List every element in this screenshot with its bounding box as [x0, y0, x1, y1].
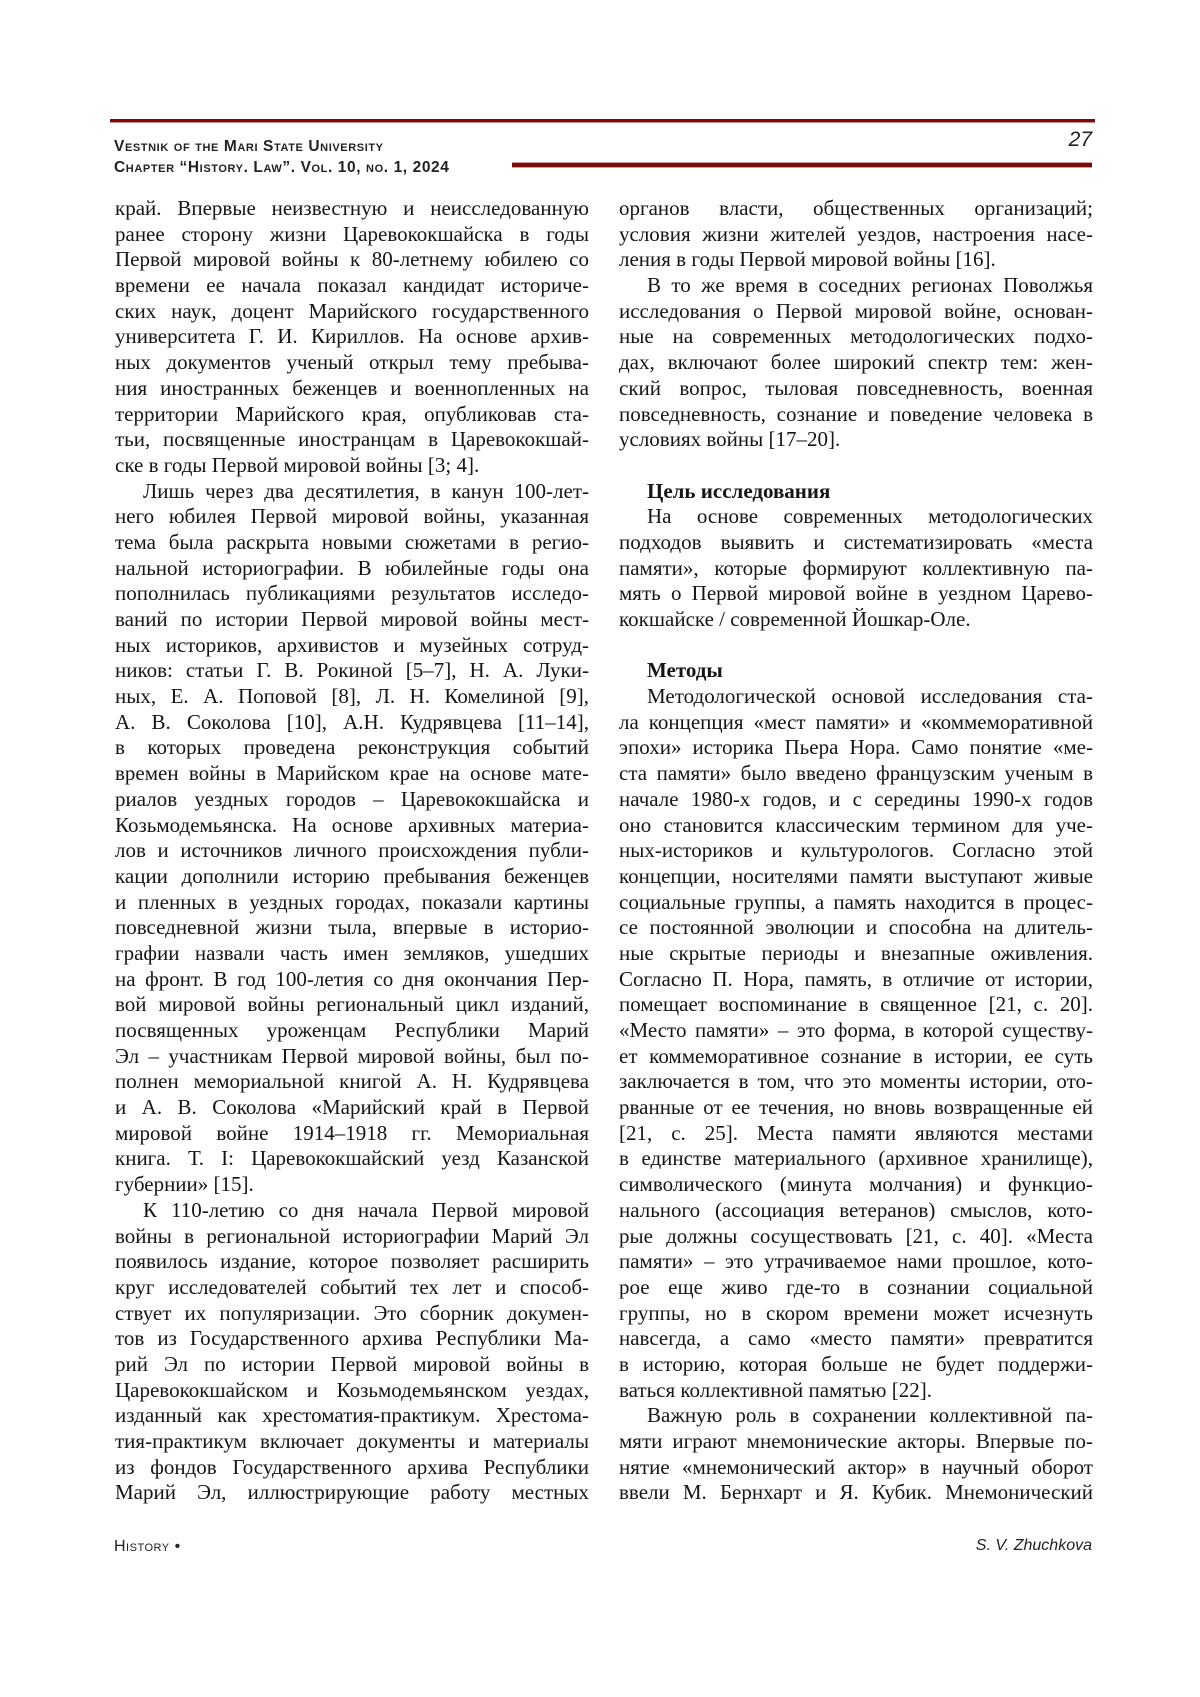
paragraph [619, 504, 1093, 632]
text-line: круг исследователей событий тех лет и способ- [115, 1274, 589, 1299]
text-line: тия-практикум включает документы и материалы [115, 1429, 589, 1453]
text-line: условия жизни жителей уездов, настроения насе- [619, 221, 1093, 246]
text-line: мировой войне 1914–1918 гг. Мемориальная [115, 1120, 589, 1145]
text-line: органов власти, общественных организаций; [619, 196, 1093, 220]
text-line: рий Эл по истории Первой мировой войны в [115, 1351, 589, 1376]
text-line: тьи, посвященные иностранцам в Царевококшай- [115, 427, 589, 452]
text-line: На основе современных методологических [647, 504, 1093, 529]
header-top-rule [110, 119, 1095, 123]
text-line: К 110-летию со дня начала Первой мировой [143, 1197, 589, 1222]
paragraph [619, 1403, 1093, 1506]
text-line: нятие «мнемонический актор» в научный оборот [619, 1454, 1093, 1479]
text-line: появилось издание, которое позволяет расширить [115, 1249, 589, 1274]
text-line: начале 1980-х годов, и с середины 1990-х годов [619, 786, 1093, 811]
blank-line [619, 453, 1093, 479]
text-line: оно становится классическим термином для уче- [619, 812, 1093, 837]
text-line: рые должны сосуществовать [21, с. 40]. «Места [619, 1223, 1093, 1248]
page-number: 27 [1068, 128, 1092, 151]
text-line: ных документов ученый открыл тему пребыва- [115, 350, 589, 375]
text-line: А. В. Соколова [10], А.Н. Кудрявцева [11–14], [115, 709, 589, 734]
text-line: навсегда, а само «место памяти» превратится [619, 1326, 1093, 1351]
text-line: Козьмодемьянска. На основе архивных материа- [115, 812, 589, 837]
left-column [115, 196, 589, 1506]
section-heading: Цель исследования [647, 478, 831, 503]
text-line: ников: статьи Г. В. Рокиной [5–7], Н. А. Луки- [115, 658, 589, 683]
text-line: ные скрытые периоды и внезапные оживления. [619, 940, 1093, 965]
text-line: помещает воспоминание в священное [21, с. 20]. [619, 992, 1093, 1017]
text-line: книга. Т. I: Царевококшайский уезд Казанской [115, 1146, 589, 1171]
text-line: повседневной жизни тыла, впервые в историо- [115, 915, 589, 940]
text-line: ввели М. Бернхарт и Я. Кубик. Мнемонический [619, 1480, 1093, 1505]
text-line: ных-историков и культурологов. Согласно этой [619, 838, 1093, 863]
text-line: посвященных уроженцам Республики Марий [115, 1018, 589, 1042]
text-line: изданный как хрестоматия-практикум. Хрестома- [115, 1403, 589, 1428]
text-line: рванные от ее течения, но вновь возвращенные ей [619, 1095, 1093, 1120]
text-line: Марий Эл, иллюстрирующие работу местных [115, 1480, 589, 1505]
text-line: тов из Государственного архива Республики Ма- [115, 1326, 589, 1351]
text-line: В то же время в соседних регионах Поволжья [647, 273, 1093, 298]
text-line: ных, Е. А. Поповой [8], Л. Н. Комелиной [9], [115, 684, 589, 709]
text-line: нальной историографии. В юбилейные годы она [115, 555, 589, 580]
text-line: ствует их популяризации. Это сборник докумен- [115, 1300, 589, 1325]
text-line: эпохи» историка Пьера Нора. Само понятие «ме- [619, 735, 1093, 760]
text-line: ваний по истории Первой мировой войны мест- [115, 607, 589, 631]
text-line: полнен мемориальной книгой А. Н. Кудрявцева [115, 1069, 589, 1094]
footer-bullet: • [174, 1538, 181, 1555]
text-line: Первой мировой войны к 80-летнему юбилею со [115, 247, 589, 272]
text-line: заключается в том, что это моменты истории, ото- [619, 1069, 1093, 1094]
text-line: ске в годы Первой мировой войны [3; 4]. [115, 452, 480, 477]
paragraph [115, 196, 589, 479]
text-line: Методологической основой исследования ста- [647, 684, 1093, 709]
right-column [619, 196, 1093, 1506]
text-line: Царевококшайском и Козьмодемьянском уездах, [115, 1377, 589, 1402]
text-line: в единстве материального (архивное хранилище), [619, 1146, 1093, 1171]
text-line: войны в региональной историографии Марий Эл [115, 1223, 589, 1248]
text-line: ваться коллективной памятью [22]. [619, 1377, 932, 1402]
text-line: исследования о Первой мировой войне, основан- [619, 298, 1093, 323]
journal-title-line1: Vestnik of the Mari State University [114, 138, 384, 155]
text-line: се постоянной эволюции и способна на длитель- [619, 915, 1093, 940]
journal-title [114, 136, 449, 178]
journal-title-line2: Chapter “History. Law”. Vol. 10, no. 1, 2024 [114, 159, 450, 176]
text-line: [21, с. 25]. Места памяти являются местами [619, 1120, 1093, 1145]
text-line: Согласно П. Нора, память, в отличие от истории, [619, 966, 1093, 991]
text-line: Важную роль в сохранении коллективной па- [647, 1403, 1093, 1428]
text-line: ста памяти» было введено французским ученым в [619, 761, 1093, 786]
paragraph [619, 196, 1093, 273]
text-line: группы, но в скором времени может исчезнуть [619, 1300, 1093, 1325]
text-line: мяти играют мнемонические акторы. Впервые по- [619, 1429, 1093, 1453]
paragraph [115, 1198, 589, 1506]
text-line: ния иностранных беженцев и военнопленных на [115, 375, 589, 400]
text-line: и А. В. Соколова «Марийский край в Первой [115, 1095, 589, 1120]
text-line: кации дополнили историю пребывания беженцев [115, 863, 589, 888]
text-line: в историю, которая больше не будет поддержи- [619, 1351, 1093, 1376]
text-line: территории Марийского края, опубликовав ста- [115, 401, 589, 426]
text-line: рое еще живо где-то в сознании социальной [619, 1274, 1093, 1299]
text-line: него юбилея Первой мировой войны, указанная [115, 504, 589, 529]
text-line: условиях войны [17–20]. [619, 427, 841, 452]
text-line: ских наук, доцент Марийского государственного [115, 298, 589, 323]
text-line: ные на современных методологических подхо- [619, 324, 1093, 349]
text-line: ла концепция «мест памяти» и «коммеморативной [619, 709, 1093, 734]
section-heading: Методы [647, 658, 723, 683]
text-line: памяти» – это утрачиваемое нами прошлое, кото- [619, 1249, 1093, 1274]
text-line: край. Впервые неизвестную и неисследованную [115, 196, 589, 220]
text-line: символического (минута молчания) и функцио- [619, 1172, 1093, 1197]
blank-line [619, 633, 1093, 659]
text-line: «Место памяти» – это форма, в которой существу- [619, 1018, 1093, 1042]
text-line: социальные группы, а память находится в процес- [619, 889, 1093, 914]
paragraph [619, 684, 1093, 1403]
text-line: ет коммеморативное сознание в истории, ее суть [619, 1043, 1093, 1068]
footer-section [114, 1538, 181, 1556]
text-line: ский вопрос, тыловая повседневность, военная [619, 375, 1093, 400]
text-line: и пленных в уездных городах, показали картины [115, 889, 589, 914]
text-line: ранее сторону жизни Царевококшайска в годы [115, 221, 589, 246]
text-line: губернии» [15]. [115, 1172, 254, 1197]
text-line: риалов уездных городов – Царевококшайска и [115, 786, 589, 811]
text-line: университета Г. И. Кириллов. На основе архив- [115, 324, 589, 349]
footer-section-label: History [114, 1538, 170, 1555]
text-line: из фондов Государственного архива Республики [115, 1454, 589, 1479]
text-line: памяти», которые формируют коллективную па- [619, 555, 1093, 580]
text-line: нального (ассоциация ветеранов) смыслов, кото- [619, 1197, 1093, 1222]
text-line: графии назвали часть имен земляков, ушедших [115, 940, 589, 965]
header-accent-bar [512, 163, 1092, 167]
text-line: дах, включают более широкий спектр тем: жен- [619, 350, 1093, 375]
paragraph [619, 273, 1093, 453]
text-line: концепции, носителями памяти выступают живые [619, 863, 1093, 888]
text-line: лов и источников личного происхождения публи- [115, 838, 589, 863]
paragraph [115, 479, 589, 1198]
text-line: на фронт. В год 100-летия со дня окончания Пер- [115, 966, 589, 991]
text-line: тема была раскрыта новыми сюжетами в регио- [115, 529, 589, 554]
text-line: подходов выявить и систематизировать «места [619, 529, 1093, 554]
text-line: пополнилась публикациями результатов исследо- [115, 581, 589, 606]
text-line: времени ее начала показал кандидат историче- [115, 273, 589, 298]
text-line: времен войны в Марийском крае на основе мате- [115, 761, 589, 786]
footer-author: S. V. Zhuchkova [975, 1537, 1092, 1554]
text-line: ных историков, архивистов и музейных сотруд- [115, 632, 589, 657]
text-line: кокшайске / современной Йошкар-Оле. [619, 607, 971, 631]
text-line: Лишь через два десятилетия, в канун 100-лет- [143, 478, 589, 503]
text-line: Эл – участникам Первой мировой войны, был по- [115, 1043, 589, 1068]
text-line: повседневность, сознание и поведение человека в [619, 401, 1093, 426]
text-line: ления в годы Первой мировой войны [16]. [619, 247, 996, 272]
text-line: в которых проведена реконструкция событий [115, 735, 589, 760]
text-line: мять о Первой мировой войне в уездном Царево- [619, 581, 1093, 606]
text-line: вой мировой войны региональный цикл изданий, [115, 992, 589, 1017]
